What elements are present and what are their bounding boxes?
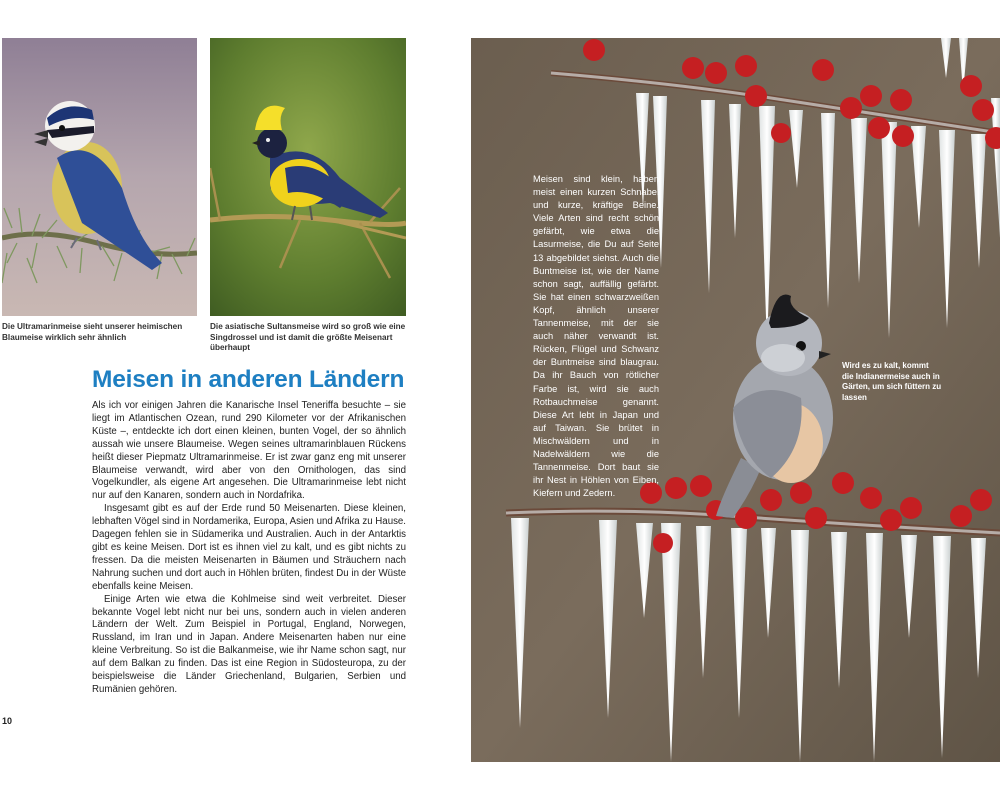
caption-indianermeise: Wird es zu kalt, kommt die Indianermeise auch in Gärten, um sich füttern zu lassen [842,361,942,402]
caption-ultramarinmeise: Die Ultramarinmeise sieht unserer heimischen Blaumeise wirklich sehr ähnlich [2,322,183,342]
caption-sultansmeise: Die asiatische Sultansmeise wird so groß wie eine Singdrossel und ist damit die größte Meisenart überhaupt [210,322,406,352]
section-heading: Meisen in anderen Ländern [92,366,405,393]
photo-ultramarinmeise [2,38,197,316]
page-number: 10 [2,716,13,726]
right-page-text: Meisen sind klein, haben meist einen kurzen Schnabel und kurze, kräftige Beine. Viele Arten sind recht schön gefärbt, wie etwa die Lasurmeise, die Du auf Seite 13 abgebildet siehst. Auch die Buntmeise ist, wie der Name schon sagt, auffällig gefärbt. Sie hat einen schwarzweißen Kopf, ähnlich unserer Tannenmeise, mit der sie auch näher verwandt ist. Rücken, Flügel und Schwanz der Buntmeise sind blaugrau. Da ihr Bauch von rötlicher Farbe ist, wird sie auch Rotbauchmeise genannt. Diese Art lebt in Japan und auf Taiwan. Sie brütet in Mischwäldern und in Nadelwäldern wie die Tannenmeise. Dort baut sie ihr Nest in Höhlen von Eiben, Kiefern und Zedern. [533,174,659,499]
body-text [92,400,406,697]
paragraph: Als ich vor einigen Jahren die Kanarische Insel Teneriffa besuchte – sie liegt im Atlantischen Ozean, rund 290 Kilometer vor der Afrikanischen Küste –, entdeckte ich dort einen kleinen, bunten Vogel, der so ähnlich aussah wie unsere Blaumeise. Wegen seines ultramarinblauen Rückens heißt dieser Piepmatz Ultramarinmeise. Er ist zwar ganz eng mit unserer Blaumeise verwandt, wird aber von den Ornithologen, das sind Vogelkundler, als eigene Art angesehen. Die Ultramarinmeise lebt nicht nur auf den Kanaren, sondern auch in Nordafrika. [92,400,406,502]
paragraph: Insgesamt gibt es auf der Erde rund 50 Meisenarten. Diese kleinen, lebhaften Vögel sind in Nordamerika, Europa, Asien und Afrika zu Hause. Dagegen fehlen sie in Südamerika und Australien. Auch in der Antarktis gibt es keine Meisen. Dort ist es ihnen viel zu kalt, und es gibt nichts zu fressen. Da die meisten Meisenarten in Bäumen und Sträuchern nach Nahrung suchen und dort auch in Höhlen brüten, findest Du in der Wüste ebenfalls keine Meisen. [92,503,406,592]
paragraph: Einige Arten wie etwa die Kohlmeise sind weit verbreitet. Dieser bekannte Vogel lebt nicht nur bei uns, sondern auch in vielen anderen Ländern der Welt. Zum Beispiel in Portugal, England, Norwegen, Russland, im Iran und in Japan. Andere Meisenarten haben nur eine kleine Verbreitung. So ist die Balkanmeise, wie ihr Name schon sagt, nur auf dem Balkan zu finden. Das ist eine Region in Südosteuropa, zu der beispielsweise die Länder Griechenland, Bulgarien, Serbien und Rumänien gehören. [92,593,406,695]
photo-sultansmeise [210,38,406,316]
